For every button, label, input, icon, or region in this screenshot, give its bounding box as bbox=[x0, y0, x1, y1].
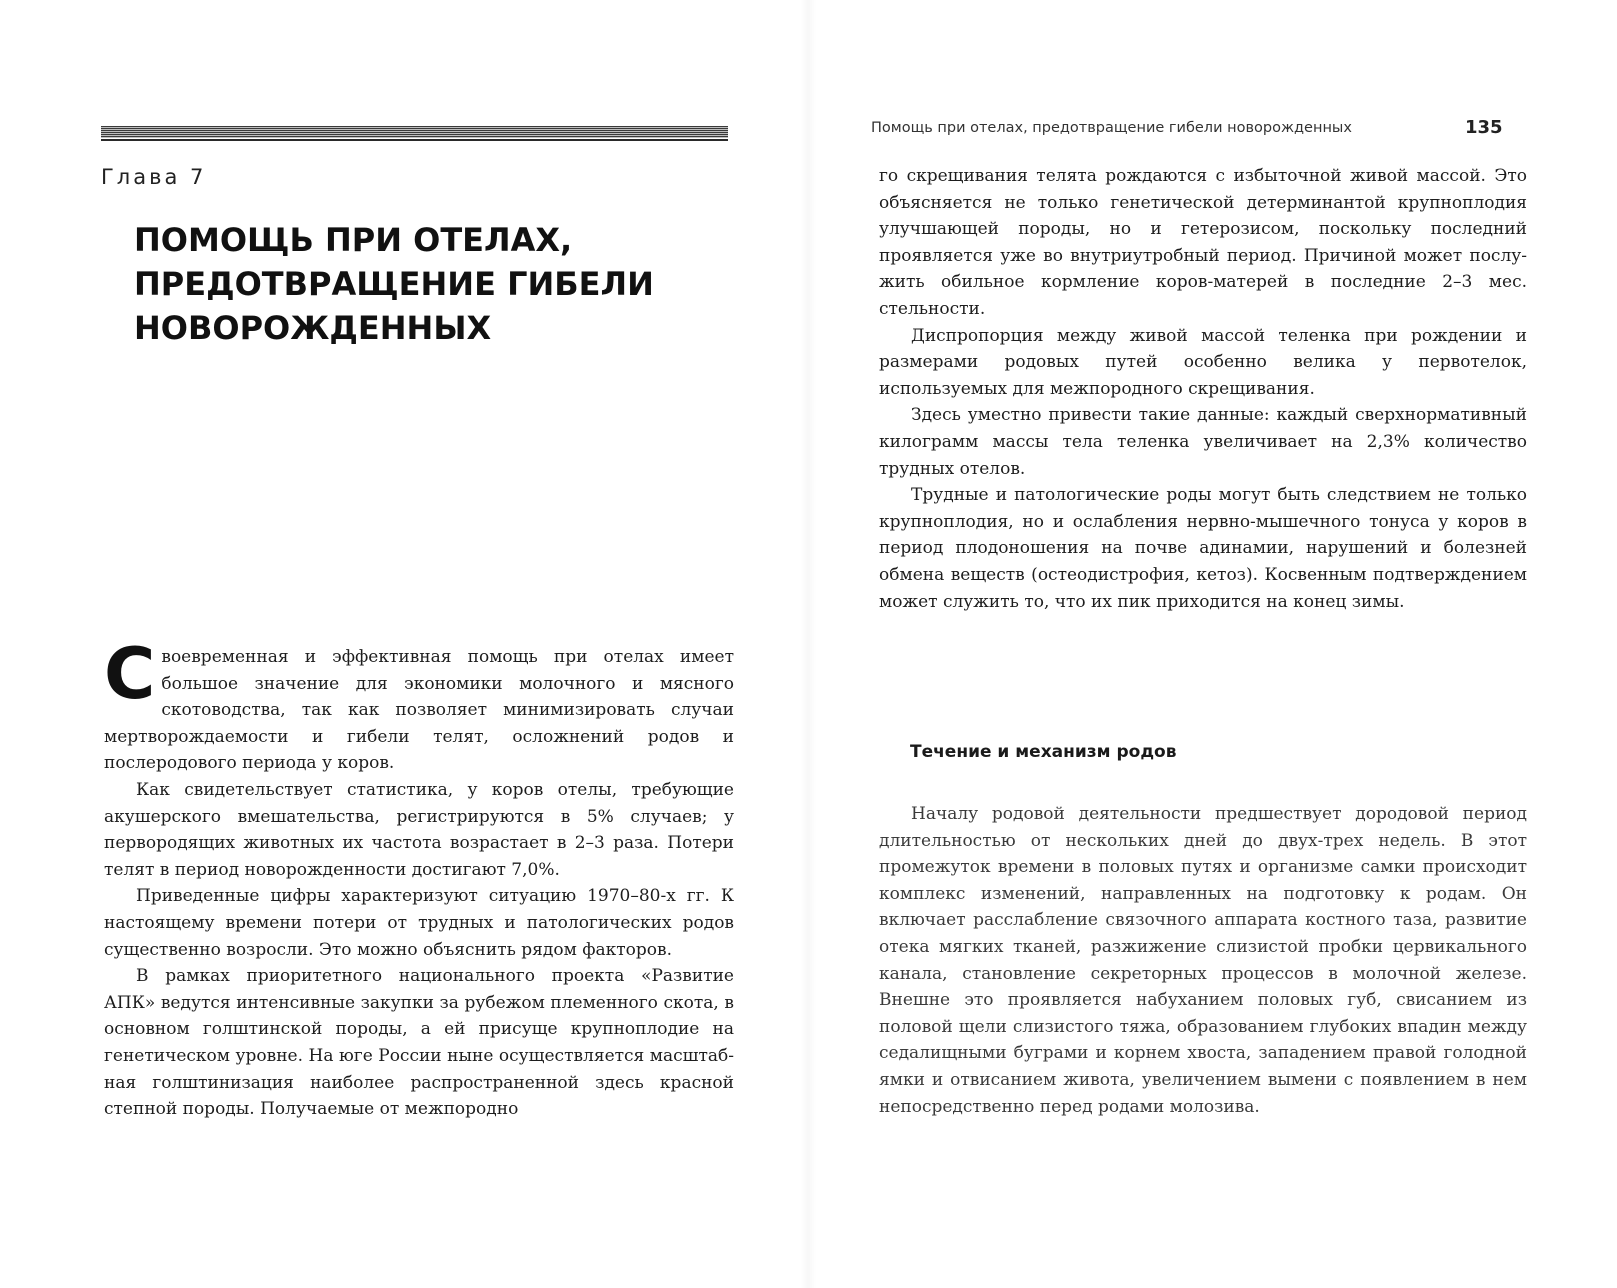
paragraph-text: воевременная и эффективная помощь при отелах имеет большое значение для экономики молочного и мясного скотоводства, так как позволяет минимизировать случаи мертворождаемости и гибели телят, осложнений родов и послеродового периода у коров. bbox=[104, 647, 734, 774]
paragraph: Здесь уместно привести такие данные: каждый сверхнормативный килограмм массы тела теленка увеличивает на 2,3% количество трудных отелов. bbox=[879, 405, 1527, 479]
chapter-title-line: НОВОРОЖДЕННЫХ bbox=[134, 309, 492, 347]
right-body-text-section bbox=[879, 801, 1527, 1120]
chapter-title bbox=[134, 218, 774, 350]
paragraph: Началу родовой деятельности предшествует дородовой период длительностью от нескольких дней до двух-трех недель. В этот промежуток времени в половых путях и организме самки происходит комплекс изменений, направленных на подготовку к родам. Он включает расслабление связочного аппарата костного таза, развитие отека мягких тканей, разжижение слизистой пробки цервикального канала, становление секреторных процессов в молочной железе. Внешне это проявляется набуханием половых губ, свисанием из половой щели слизистого тяжа, образованием глубоких впадин между седалищными буграми и корнем хвоста, западением правой голодной ямки и отвисанием живота, увеличением вымени с появлением в нем непосредственно перед родами молозива. bbox=[879, 804, 1527, 1117]
paragraph: Диспропорция между живой массой теленка при рождении и размерами родовых путей особенно велика у первотелок, используемых для межпородного скрещивания. bbox=[879, 325, 1527, 399]
header-rule-line bbox=[101, 139, 728, 141]
running-head: Помощь при отелах, предотвращение гибели новорожденных bbox=[871, 120, 1352, 136]
right-body-text bbox=[879, 163, 1527, 615]
header-rule bbox=[101, 126, 728, 138]
paragraph: В рамках приоритетного национального проекта «Развитие АПК» ведутся интенсивные закупки за рубежом племенного скота, в основном голштинской породы, а ей присуще крупноплодие на генетическом уровне. На юге России ныне осуществляется масштабная голштинизация наиболее распространенной здесь красной степной породы. Получаемые от межпородно bbox=[104, 966, 734, 1120]
left-page bbox=[0, 0, 808, 1288]
left-body-text bbox=[104, 633, 734, 1123]
page-number: 135 bbox=[1465, 117, 1503, 138]
paragraph: го скрещивания телята рождаются с избыточной живой массой. Это объясняется не только генетической детерминантой крупноплодия улучшающей породы, но и гетерозисом, поскольку последний проявляется уже во внутриутробный период. Причиной может послужить обильное кормление коров-матерей в последние 2–3 мес. стельности. bbox=[879, 166, 1527, 319]
paragraph: Как свидетельствует статистика, у коров отелы, требующие акушерского вмешательства, регистрируются в 5% случаев; у первородящих животных их частота возрастает в 2–3 раза. Потери телят в период новорожденности достигают 7,0%. bbox=[104, 779, 734, 880]
book-spine bbox=[800, 0, 816, 1288]
section-heading: Течение и механизм родов bbox=[910, 742, 1177, 762]
paragraph: Трудные и патологические роды могут быть следствием не только крупноплодия, но и ослабления нервно-мышечного тонуса у коров в период плодоношения на почве адинамии, нарушений и болезней обмена веществ (остеодистрофия, кетоз). Косвенным подтверждением может служить то, что их пик приходится на конец зимы. bbox=[879, 485, 1527, 612]
intro-paragraph bbox=[104, 633, 734, 777]
drop-cap: С bbox=[104, 633, 156, 715]
chapter-label: Глава 7 bbox=[101, 165, 207, 189]
chapter-title-line: ПРЕДОТВРАЩЕНИЕ ГИБЕЛИ bbox=[134, 265, 654, 303]
chapter-title-line: ПОМОЩЬ ПРИ ОТЕЛАХ, bbox=[134, 221, 573, 259]
paragraph: Приведенные цифры характеризуют ситуацию 1970–80-х гг. К настоящему времени потери от трудных и патологических родов существенно возросли. Это можно объяснить рядом факторов. bbox=[104, 886, 734, 960]
